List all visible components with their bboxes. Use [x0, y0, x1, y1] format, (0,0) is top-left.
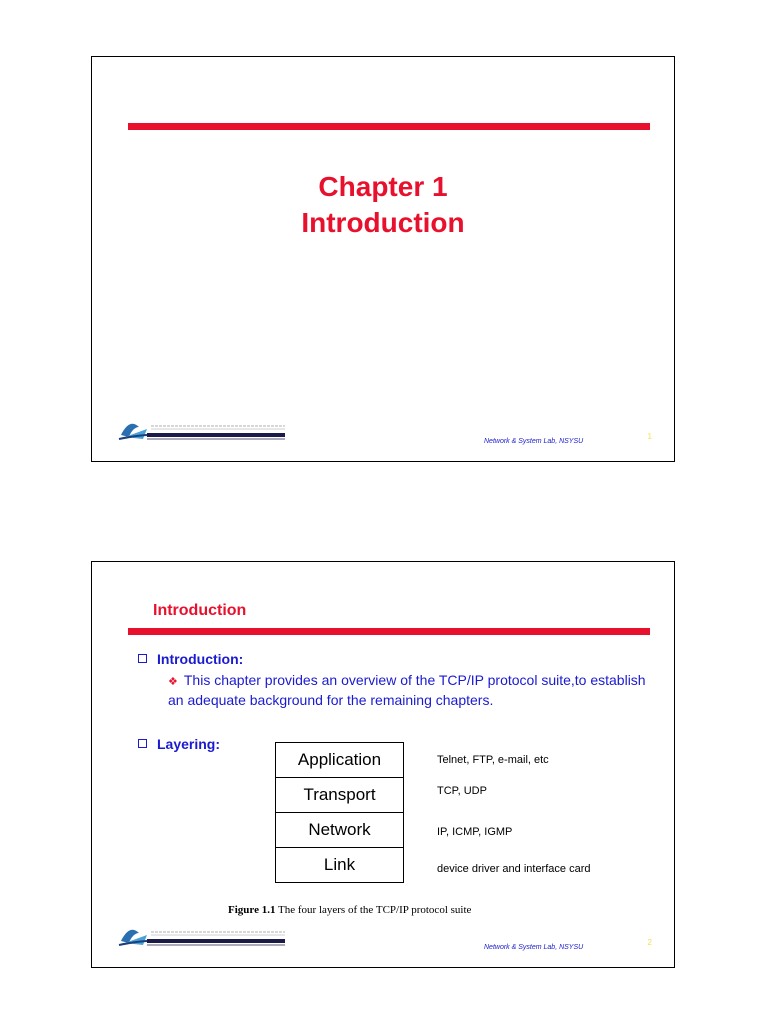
- protocols-network: IP, ICMP, IGMP: [437, 826, 513, 838]
- slide-heading: Introduction: [153, 602, 247, 619]
- layer-application: Application: [275, 742, 404, 778]
- chapter-title: [92, 169, 674, 241]
- bullet-introduction: [138, 651, 243, 667]
- layer-stack-diagram: [275, 742, 404, 883]
- page-number: 1: [647, 432, 652, 441]
- chapter-title-line-2: Introduction: [301, 207, 465, 238]
- figure-caption-number: Figure 1.1: [228, 904, 276, 916]
- square-bullet-icon: [138, 739, 147, 748]
- sub-bullet-overview: [168, 671, 648, 709]
- layer-link: Link: [275, 848, 404, 883]
- university-logo: [117, 417, 287, 443]
- protocols-link: device driver and interface card: [437, 863, 591, 875]
- chapter-title-line-1: Chapter 1: [318, 171, 448, 202]
- protocols-application: Telnet, FTP, e-mail, etc: [437, 754, 549, 766]
- bullet-layering: [138, 736, 220, 752]
- title-divider-bar: [128, 123, 650, 130]
- sub-bullet-text: This chapter provides an overview of the TCP/IP protocol suite,to establish an adequate background for the remaining chapters.: [168, 672, 646, 708]
- page-number: 2: [647, 938, 652, 947]
- square-bullet-icon: [138, 654, 147, 663]
- layer-transport: Transport: [275, 778, 404, 813]
- layer-network: Network: [275, 813, 404, 848]
- bullet-label: Introduction:: [157, 651, 244, 667]
- university-logo: [117, 923, 287, 949]
- slide-2: [91, 561, 675, 968]
- protocols-transport: TCP, UDP: [437, 785, 487, 797]
- figure-caption: [228, 904, 471, 916]
- figure-caption-text: The four layers of the TCP/IP protocol suite: [275, 904, 472, 916]
- diamond-bullet-icon: ❖: [168, 676, 178, 688]
- footer-lab-name: Network & System Lab, NSYSU: [484, 438, 584, 445]
- slide-1: [91, 56, 675, 462]
- footer-lab-name: Network & System Lab, NSYSU: [484, 944, 584, 951]
- bullet-label: Layering:: [157, 736, 221, 752]
- heading-divider-bar: [128, 628, 650, 635]
